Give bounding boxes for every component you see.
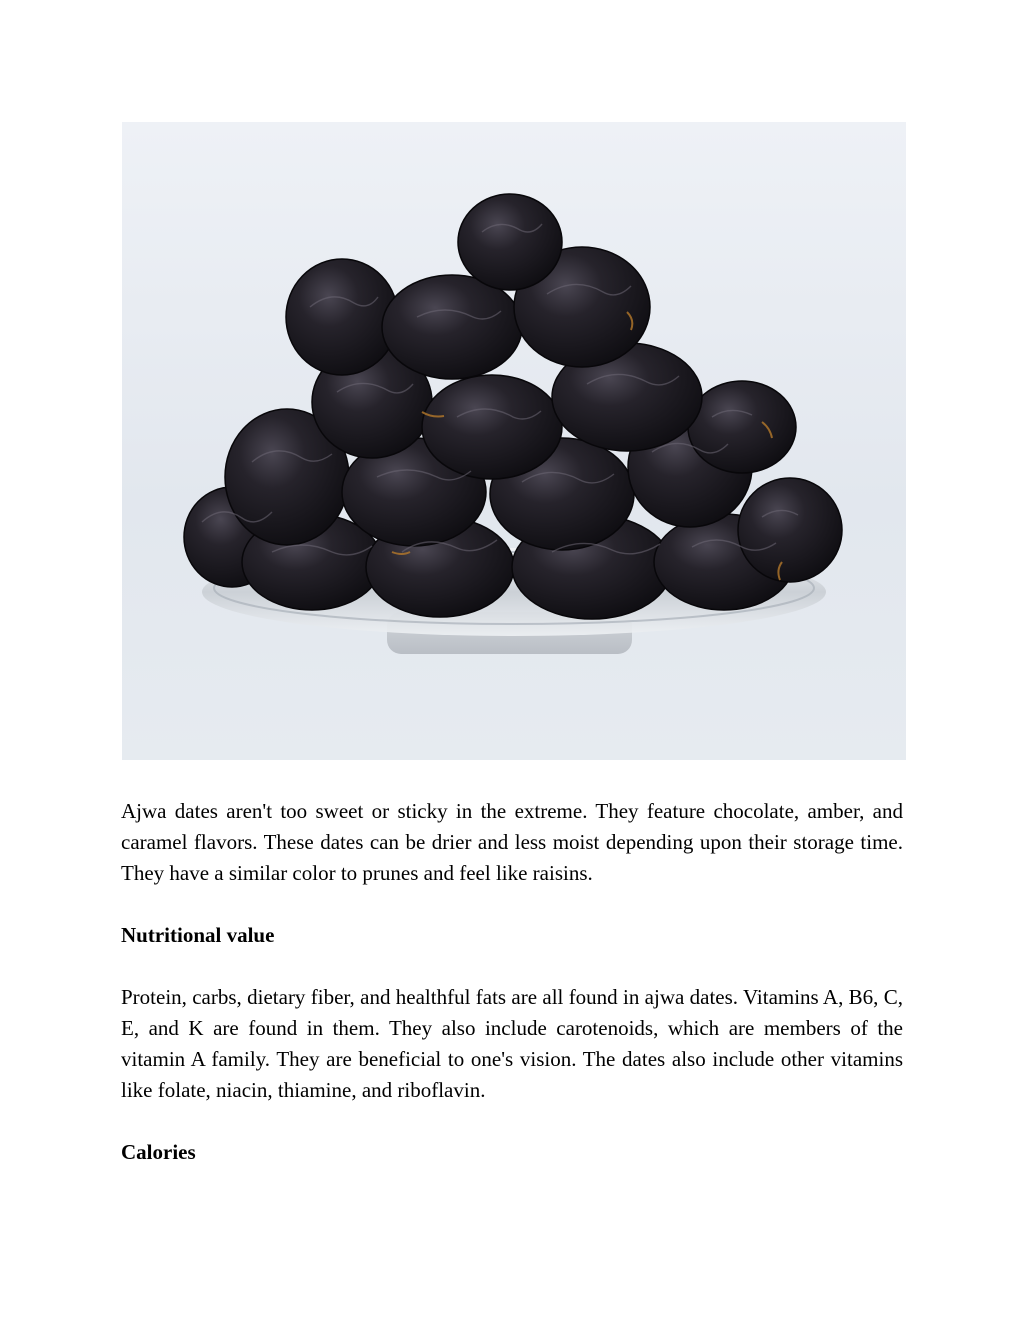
- heading-calories: Calories: [121, 1140, 196, 1164]
- article-body: [121, 796, 903, 1168]
- paragraph-flavor: Ajwa dates aren't too sweet or sticky in the extreme. They feature chocolate, amber, and caramel flavors. These dates can be drier and less moist depending upon their storage time. They have a similar color to prunes and feel like raisins.: [121, 799, 903, 885]
- ajwa-dates-photo: [122, 122, 906, 760]
- heading-nutritional-value: Nutritional value: [121, 923, 275, 947]
- paragraph-nutrition: Protein, carbs, dietary fiber, and healthful fats are all found in ajwa dates. Vitamins A, B6, C, E, and K are found in them. They also include carotenoids, which are members of the vitamin A family. They are beneficial to one's vision. The dates also include other vitamins like folate, niacin, thiamine, and riboflavin.: [121, 985, 903, 1102]
